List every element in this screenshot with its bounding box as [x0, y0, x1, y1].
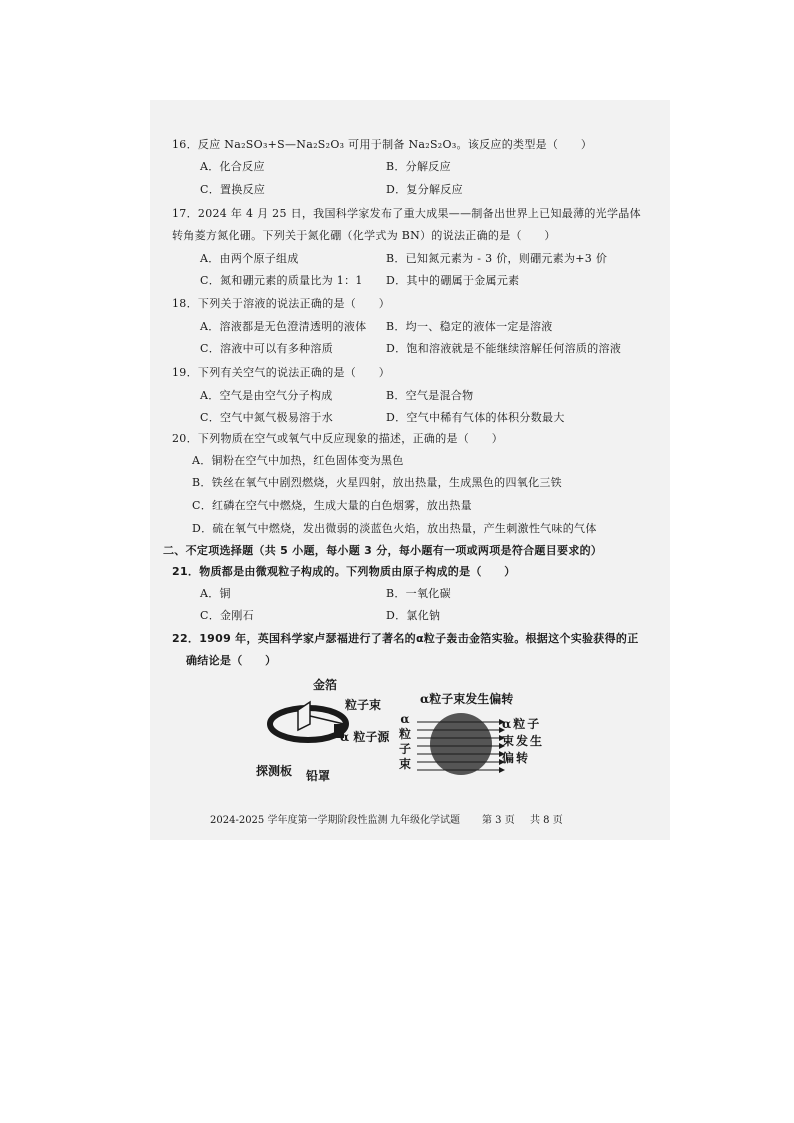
q21-option-d: D．氯化钠 — [386, 609, 441, 622]
q20-option-c: C．红磷在空气中燃烧，生成大量的白色烟雾，放出热量 — [192, 499, 472, 512]
q19-option-d: D．空气中稀有气体的体积分数最大 — [386, 411, 565, 424]
deflection-top-label: α粒子束发生偏转 — [420, 692, 514, 706]
q17-option-b: B．已知氮元素为 - 3 价，则硼元素为+3 价 — [386, 252, 608, 265]
q21-option-b: B．一氧化碳 — [386, 587, 451, 600]
q18-option-b: B．均一、稳定的液体一定是溶液 — [386, 320, 553, 333]
q18-option-d: D．饱和溶液就是不能继续溶解任何溶质的溶液 — [386, 342, 622, 355]
q17-stem-line2: 转角菱方氮化硼。下列关于氮化硼（化学式为 BN）的说法正确的是（ ） — [172, 229, 556, 242]
footer-total-pages: 共 8 页 — [530, 815, 563, 826]
q20-stem: 20．下列物质在空气或氧气中反应现象的描述，正确的是（ ） — [172, 432, 503, 445]
footer-page-number: 第 3 页 — [482, 815, 515, 826]
alpha-beam-vertical-label: α粒子束 — [398, 712, 411, 771]
q17-stem-line1: 17．2024 年 4 月 25 日，我国科学家发布了重大成果——制备出世界上已知最薄的光学晶体 — [172, 207, 641, 220]
q19-stem: 19．下列有关空气的说法正确的是（ ） — [172, 366, 390, 379]
q20-option-a: A．铜粉在空气中加热，红色固体变为黑色 — [192, 454, 404, 467]
q22-stem-line1: 22．1909 年，英国科学家卢瑟福进行了著名的α粒子轰击金箔实验。根据这个实验获得的正 — [172, 632, 639, 645]
q20-option-b: B．铁丝在氧气中剧烈燃烧，火星四射，放出热量，生成黑色的四氧化三铁 — [192, 476, 562, 489]
atom-scattering-diagram — [415, 708, 505, 780]
q17-option-c: C．氮和硼元素的质量比为 1：1 — [200, 274, 363, 287]
q17-option-d: D．其中的硼属于金属元素 — [386, 274, 520, 287]
q17-option-a: A．由两个原子组成 — [200, 252, 299, 265]
q19-option-a: A．空气是由空气分子构成 — [200, 389, 333, 402]
foil-label: 金箔 — [313, 678, 338, 692]
q18-option-a: A．溶液都是无色澄清透明的液体 — [200, 320, 367, 333]
q22-stem-line2: 确结论是（ ） — [186, 654, 277, 667]
q21-option-c: C．金刚石 — [200, 609, 254, 622]
q21-option-a: A．铜 — [200, 587, 231, 600]
q19-option-b: B．空气是混合物 — [386, 389, 474, 402]
section-2-heading: 二、不定项选择题（共 5 小题，每小题 3 分，每小题有一项或两项是符合题目要求的） — [163, 544, 603, 557]
deflection-right-label: α粒子束发生偏转 — [502, 717, 545, 765]
q16-option-c: C．置换反应 — [200, 183, 266, 196]
source-label: α 粒子源 — [340, 730, 390, 744]
q16-option-a: A．化合反应 — [200, 160, 265, 173]
footer-subject: 九年级化学试题 — [390, 815, 460, 826]
q18-stem: 18．下列关于溶液的说法正确的是（ ） — [172, 297, 390, 310]
q18-option-c: C．溶液中可以有多种溶质 — [200, 342, 334, 355]
q20-option-d: D．硫在氧气中燃烧，发出微弱的淡蓝色火焰，放出热量，产生刺激性气味的气体 — [192, 522, 597, 535]
q16-option-d: D．复分解反应 — [386, 183, 463, 196]
detector-label: 探测板 — [256, 764, 293, 778]
q19-option-c: C．空气中氮气极易溶于水 — [200, 411, 334, 424]
q21-stem: 21．物质都是由微观粒子构成的。下列物质由原子构成的是（ ） — [172, 565, 516, 578]
footer-exam-title: 2024-2025 学年度第一学期阶段性监测 — [210, 815, 388, 826]
q16-option-b: B．分解反应 — [386, 160, 451, 173]
q16-stem: 16．反应 Na₂SO₃+S—Na₂S₂O₃ 可用于制备 Na₂S₂O₃。该反应的类型是（ ） — [172, 138, 593, 151]
lead-label: 铅罩 — [306, 769, 331, 783]
beam-label: 粒子束 — [345, 698, 382, 712]
